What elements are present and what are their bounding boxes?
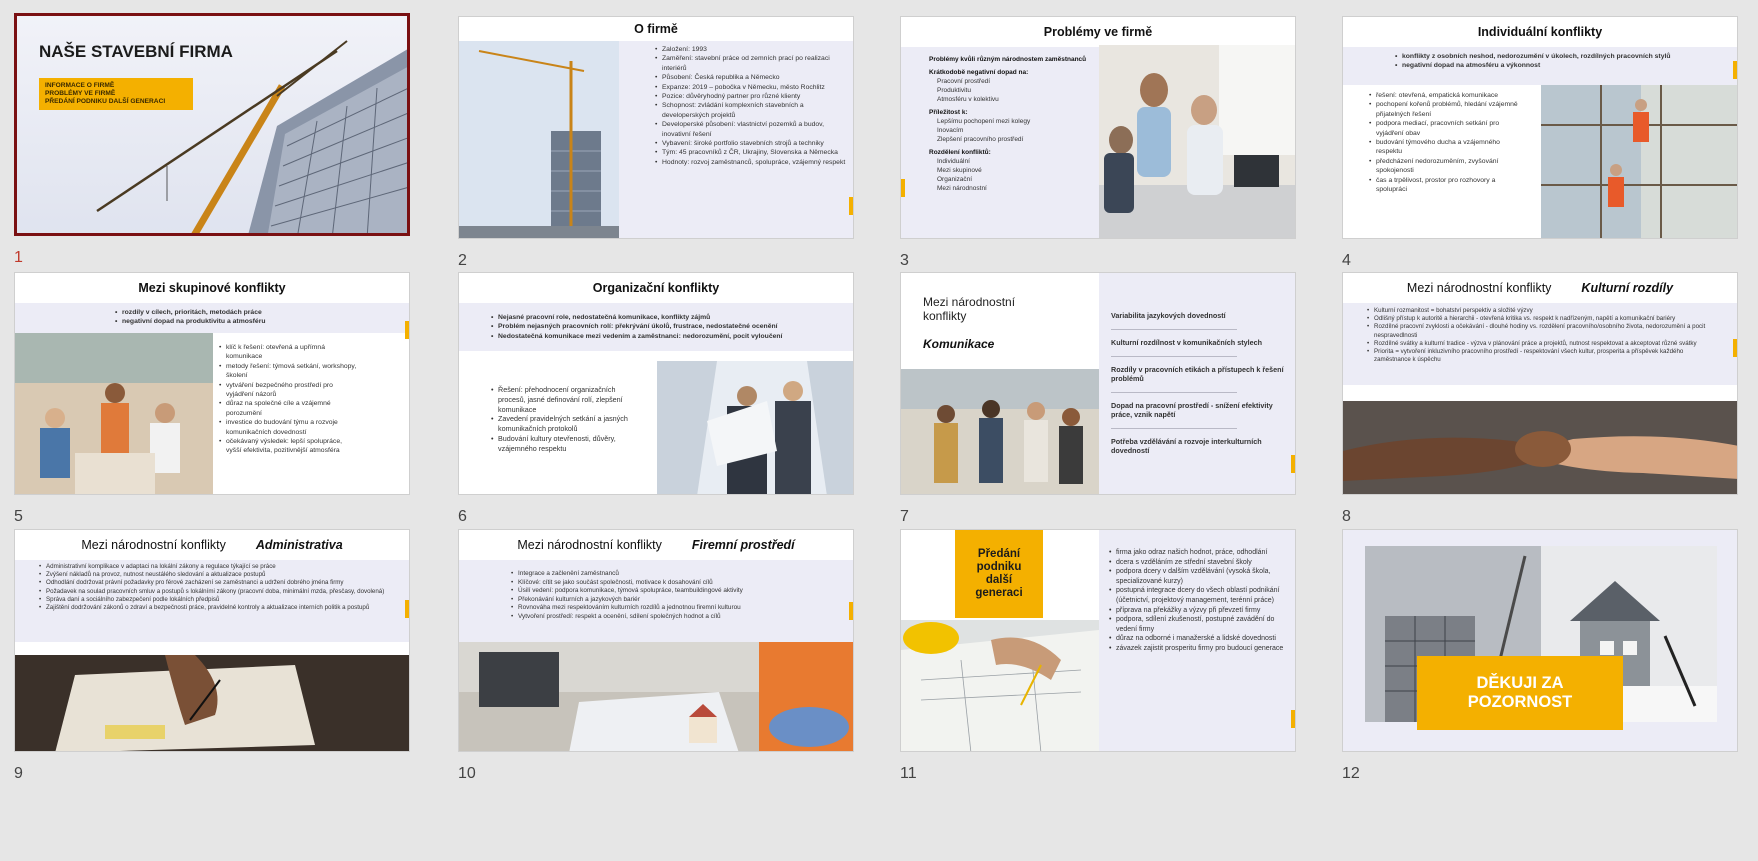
scaffolding-workers-photo	[1541, 85, 1738, 239]
list-item: Mezi národnostní	[937, 185, 987, 192]
list-item: • podpora, sdílení zkušeností, postupné zavádění do vedení firmy	[1109, 615, 1289, 634]
slide-subtitle: Administrativa	[255, 538, 343, 552]
agenda-item: PŘEDÁNÍ PODNIKU DALŠÍ GENERACI	[45, 98, 166, 105]
slide-title: Problémy ve firmě	[901, 17, 1295, 47]
slide-title: O firmě	[459, 17, 853, 41]
list-item: • investice do budování týmu a rozvoje komunikačních dovedností	[219, 418, 359, 437]
communication-points	[1111, 311, 1287, 455]
list-item: • Zaměření: stavební práce od zemních prací po realizaci interiérů	[655, 54, 851, 73]
list-item: • metody řešení: týmová setkání, workshopy, školení	[219, 362, 359, 381]
list-item: Potřeba vzdělávání a rozvoje interkulturních dovedností	[1111, 437, 1262, 455]
list-item: Kulturní rozdílnost v komunikačních stylech	[1111, 338, 1262, 347]
cultural-differences-list	[1367, 307, 1717, 364]
list-item: Lepšímu pochopení mezi kolegy	[937, 118, 1031, 125]
list-item: • Vytvoření prostředí: respekt a ocenění, sdílení společných hodnot a cílů	[511, 613, 831, 622]
succession-list	[1109, 548, 1289, 654]
office-meeting-photo	[1099, 45, 1296, 239]
list-item: • podpora mediací, pracovních setkání pro vyjádření obav	[1369, 119, 1519, 138]
slide-subtitle: Kulturní rozdíly	[1581, 281, 1674, 295]
slide-subtitle: Komunikace	[923, 337, 995, 351]
list-item: • Pozice: důvěryhodný partner pro různé klienty	[655, 92, 851, 101]
solutions-list	[1369, 91, 1519, 194]
list-item: Produktivitu	[937, 87, 971, 94]
list-item: • rozdíly v cílech, prioritách, metodách práce	[115, 308, 395, 317]
slide-title: Mezi národnostní konflikty	[517, 538, 662, 552]
list-item: Rozdíly v pracovních etikách a přístupech k řešení problémů	[1111, 365, 1284, 383]
list-item: • Úsilí vedení: podpora komunikace, týmová spolupráce, teambuildingové aktivity	[511, 587, 831, 596]
problems-list	[929, 55, 1089, 193]
list-item: • postupná integrace dcery do všech oblastí podnikání (účetnictví, projektový management, terénní práce)	[1109, 586, 1289, 605]
tower-crane-photo	[459, 41, 619, 239]
list-item: • Správa daní a sociálního zabezpečení podle lokálních předpisů	[39, 596, 389, 604]
slide-number: 5	[14, 508, 23, 525]
slide-number: 7	[900, 508, 909, 525]
slide-3[interactable]	[900, 16, 1296, 239]
list-item: Organizační	[937, 176, 973, 183]
list-item: • Budování kultury otevřenosti, důvěry, vzájemného respektu	[491, 434, 641, 454]
slide-title: Mezi národnostní konflikty	[923, 295, 1016, 323]
construction-desk-photo	[459, 642, 854, 752]
slide-thumbnail-5[interactable]	[14, 272, 456, 560]
list-item: • očekávaný výsledek: lepší spolupráce, vyšší efektivita, pozitivnější atmosféra	[219, 437, 359, 456]
list-item: • Odlišný přístup k autoritě a hierarchii - otevřená kritika vs. respekt k nadřízeným, napětí a komunikační bariéry	[1367, 315, 1717, 323]
architects-blueprint-photo	[657, 361, 854, 495]
list-item: • čas a trpělivost, prostor pro rozhovory a spolupráci	[1369, 176, 1519, 195]
list-item: • Priorita = vytvoření inkluzivního pracovního prostředí - respektování všech kultur, prosperita a příspěvek každého zaměstnance k úspěchu	[1367, 348, 1717, 364]
list-item: Pracovní prostředí	[937, 78, 991, 85]
agenda-item: INFORMACE O FIRMĚ	[45, 82, 115, 89]
slide-thumbnail-4[interactable]	[1342, 16, 1758, 304]
list-item: • Překonávání kulturních a jazykových bariér	[511, 596, 831, 605]
list-item: Individuální	[937, 158, 970, 165]
list-item: Atmosféru v kolektivu	[937, 96, 999, 103]
summary-list	[115, 308, 395, 327]
slide-number: 8	[1342, 508, 1351, 525]
list-item: • pochopení kořenů problémů, hledání vzájemně přijatelných řešení	[1369, 100, 1519, 119]
slide-4[interactable]	[1342, 16, 1738, 239]
list-item: • Působení: Česká republika a Německo	[655, 73, 851, 82]
list-item: • předcházení nedorozuměním, zvyšování spokojenosti	[1369, 157, 1519, 176]
list-item: • negativní dopad na produktivitu a atmosféru	[115, 317, 395, 326]
administration-list	[39, 563, 389, 612]
list-item: Zlepšení pracovního prostředí	[937, 136, 1024, 143]
joined-hands-photo	[1343, 401, 1738, 495]
slide-title: Předání podniku další generaci	[975, 548, 1023, 599]
slide-number: 6	[458, 508, 467, 525]
slide-12[interactable]	[1342, 529, 1738, 752]
company-environment-list	[511, 570, 831, 622]
slide-title: DĚKUJI ZA POZORNOST	[1467, 674, 1573, 711]
list-item: • Tým: 45 pracovníků z ČR, Ukrajiny, Slovenska a Německa	[655, 148, 851, 157]
list-item: • klíč k řešení: otevřená a upřímná komunikace	[219, 343, 359, 362]
slide-header	[459, 530, 853, 560]
list-item: • Řešení: přehodnocení organizačních procesů, jasné definování rolí, zlepšení komunikace	[491, 385, 641, 414]
list-item: • důraz na odborné i manažerské a lidské dovednosti	[1109, 634, 1289, 644]
list-item: • negativní dopad na atmosféru a výkonnost	[1395, 61, 1725, 70]
slide-header	[15, 530, 409, 560]
list-item: • vytváření bezpečného prostředí pro vyjádření názorů	[219, 381, 359, 400]
team-high-five-photo	[15, 333, 213, 495]
list-item: • důraz na společné cíle a vzájemné porozumění	[219, 399, 359, 418]
slide-thumbnail-10[interactable]	[458, 529, 900, 817]
company-facts-list	[655, 45, 851, 167]
solutions-list	[219, 343, 359, 456]
list-item: • Administrativní komplikace v adaptaci na lokální zákony a regulace týkající se práce	[39, 563, 389, 571]
summary-list	[1395, 52, 1725, 71]
list-heading: Krátkodobě negativní dopad na:	[929, 69, 1029, 76]
multicultural-meeting-photo	[901, 369, 1099, 495]
slide-thumbnail-2[interactable]	[458, 16, 900, 304]
solutions-list	[491, 385, 641, 454]
slide-number: 11	[900, 765, 917, 782]
slide-title: Mezi národnostní konflikty	[81, 538, 226, 552]
list-item: • příprava na překážky a výzvy při převzetí firmy	[1109, 606, 1289, 616]
list-item: • Kulturní rozmanitost = bohatství perspektiv a složité výzvy	[1367, 307, 1717, 315]
list-item: • Rovnováha mezi respektováním kulturních rozdílů a jednotnou firemní kulturou	[511, 604, 831, 613]
list-item: • konflikty z osobních neshod, nedorozumění v úkolech, rozdílných pracovních stylů	[1395, 52, 1725, 61]
list-item: • Zajištění dodržování zákonů o zdraví a bezpečnosti práce, pravidelné kontroly a aktualizace interních politik a postupů	[39, 604, 389, 612]
list-item: • Expanze: 2019 – pobočka v Německu, město Rochlitz	[655, 83, 851, 92]
slide-title: Organizační konflikty	[459, 273, 853, 303]
list-item: • Vybavení: široké portfolio stavebních strojů a techniky	[655, 139, 851, 148]
list-heading: Problémy kvůli různým národnostem zaměstnanců	[929, 56, 1087, 63]
list-item: Dopad na pracovní prostředí - snížení efektivity práce, vznik napětí	[1111, 401, 1273, 419]
slide-number: 12	[1342, 765, 1360, 782]
slide-thumbnail-8[interactable]	[1342, 272, 1758, 560]
list-item: • budování týmového ducha a vzájemného respektu	[1369, 138, 1519, 157]
list-item: • závazek zajistit prosperitu firmy pro budoucí generace	[1109, 644, 1289, 654]
title-box	[955, 530, 1043, 618]
list-item: • firma jako odraz našich hodnot, práce, odhodlání	[1109, 548, 1289, 558]
slide-thumbnail-12[interactable]	[1342, 529, 1758, 817]
list-item: Variabilita jazykových dovedností	[1111, 311, 1226, 320]
slide-subtitle: Firemní prostředí	[691, 538, 795, 552]
slide-thumbnail-7[interactable]	[900, 272, 1342, 560]
list-item: • Klíčové: cítit se jako součást společnosti, motivace k dosahování cílů	[511, 579, 831, 588]
slide-9[interactable]	[14, 529, 410, 752]
slide-thumbnail-3[interactable]	[900, 16, 1342, 304]
list-item: • Nejasné pracovní role, nedostatečná komunikace, konflikty zájmů	[491, 313, 841, 322]
slide-number: 1	[14, 249, 23, 266]
slide-11[interactable]	[900, 529, 1296, 752]
list-heading: Příležitost k:	[929, 109, 968, 116]
slide-thumbnail-1[interactable]	[14, 13, 456, 301]
slide-10[interactable]	[458, 529, 854, 752]
slide-number: 2	[458, 252, 467, 269]
agenda-item: PROBLÉMY VE FIRMĚ	[45, 90, 116, 97]
list-item: • Hodnoty: rozvoj zaměstnanců, spolupráce, vzájemný respekt	[655, 158, 851, 167]
slide-2[interactable]	[458, 16, 854, 239]
list-item: • Rozdílné svátky a kulturní tradice - výzva v plánování práce a projektů, nutnost respektovat a akceptovat různé svátky	[1367, 340, 1717, 348]
list-item: • Developerské působení: vlastnictví pozemků a budov, inovativní řešení	[655, 120, 851, 139]
agenda-box	[39, 78, 193, 110]
slide-6[interactable]	[458, 272, 854, 495]
slide-thumbnail-11[interactable]	[900, 529, 1342, 817]
list-item: • Odhodlání dodržovat právní požadavky pro férové zacházení se zaměstnanci a udržení dobrého jména firmy	[39, 579, 389, 587]
slide-title: Individuální konflikty	[1343, 17, 1737, 47]
list-item: Mezi skupinové	[937, 167, 982, 174]
list-item: Inovacím	[937, 127, 964, 134]
list-item: • Nedostatečná komunikace mezi vedením a zaměstnanci: nedorozumění, pocit vyloučení	[491, 332, 841, 341]
list-item: • Požadavek na soulad pracovních smluv a postupů s lokálními zákony (pracovní doba, minimální mzda, přesčasy, dovolená)	[39, 588, 389, 596]
blueprint-hands-photo	[901, 620, 1099, 752]
list-item: • dcera s vzděláním ze střední stavební školy	[1109, 558, 1289, 568]
list-item: • Založení: 1993	[655, 45, 851, 54]
list-item: • Zavedení pravidelných setkání a jasných komunikačních protokolů	[491, 414, 641, 434]
slide-number: 10	[458, 765, 476, 782]
slide-number: 3	[900, 252, 909, 269]
slide-title: NAŠE STAVEBNÍ FIRMA	[39, 42, 233, 61]
slide-thumbnail-9[interactable]	[14, 529, 456, 817]
list-heading: Rozdělení konfliktů:	[929, 149, 991, 156]
slide-1[interactable]	[14, 13, 410, 236]
slide-thumbnail-6[interactable]	[458, 272, 900, 560]
slide-title: Mezi národnostní konflikty	[1406, 281, 1552, 295]
slide-8[interactable]	[1342, 272, 1738, 495]
slide-7[interactable]	[900, 272, 1296, 495]
list-item: • Zvýšení nákladů na provoz, nutnost neustálého sledování a aktualizace postupů	[39, 571, 389, 579]
list-item: • Rozdílné pracovní zvyklosti a očekávání - dlouhé hodiny vs. rozdělení pracovního/osobního života, nedorozumění a pocit nespravedlnosti	[1367, 323, 1717, 339]
list-item: • podpora dcery v dalším vzdělávání (vysoká škola, specializované kurzy)	[1109, 567, 1289, 586]
slide-5[interactable]	[14, 272, 410, 495]
slide-number: 9	[14, 765, 23, 782]
slide-header	[1343, 273, 1737, 303]
list-item: • Integrace a začlenění zaměstnanců	[511, 570, 831, 579]
list-item: • Schopnost: zvládání komplexních stavebních a developerských projektů	[655, 101, 851, 120]
thank-you-box	[1417, 656, 1623, 730]
summary-list	[491, 313, 841, 341]
list-item: • Problém nejasných pracovních rolí: překrývání úkolů, frustrace, nedostatečné ocenění	[491, 322, 841, 331]
signing-document-photo	[15, 655, 410, 752]
list-item: • řešení: otevřená, empatická komunikace	[1369, 91, 1519, 100]
slide-title: Mezi skupinové konflikty	[15, 273, 409, 303]
slide-number: 4	[1342, 252, 1351, 269]
